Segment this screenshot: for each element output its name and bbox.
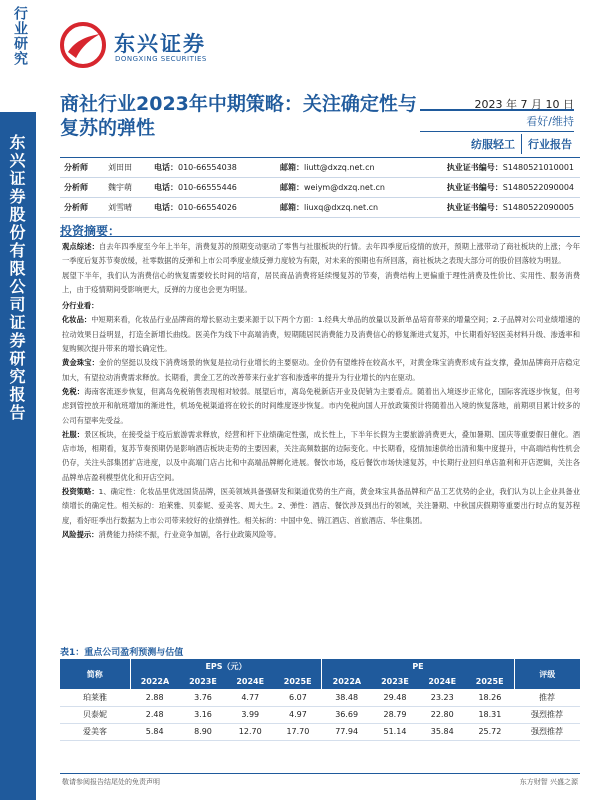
col-year: 2025E [274, 674, 322, 689]
summary-paragraph [62, 313, 580, 356]
phone-value: 010-66554026 [178, 203, 237, 212]
email-value[interactable]: weiym@dxzq.net.cn [304, 183, 385, 192]
phone-label: 电话： [154, 163, 178, 172]
company-name: 贝泰妮 [60, 706, 130, 723]
summary-paragraph [62, 269, 580, 298]
table-row [60, 706, 580, 723]
analyst-email [280, 182, 430, 193]
summary-heading: 投资摘要： [60, 224, 121, 238]
cert-value: S1480521010001 [502, 163, 574, 172]
analyst-row [60, 178, 580, 198]
phone-label: 电话： [154, 203, 178, 212]
para-key: 社服： [62, 429, 85, 439]
col-year: 2024E [419, 674, 466, 689]
cell: 2.48 [130, 706, 179, 723]
cert-label: 执业证书编号： [446, 203, 503, 212]
analyst-name: 魏宇萌 [108, 183, 132, 192]
company-name: 爱美客 [60, 723, 130, 740]
col-year: 2023E [371, 674, 418, 689]
summary-paragraph [62, 356, 580, 385]
email-value[interactable]: liutt@dxzq.net.cn [304, 163, 375, 172]
table-header-row [60, 659, 580, 674]
analyst-phone [154, 182, 280, 193]
para-key: 黄金珠宝： [62, 358, 100, 368]
cell: 25.72 [466, 723, 514, 740]
company-logo [60, 22, 230, 72]
email-label: 邮箱： [280, 183, 304, 192]
cert-value: S1480522090005 [502, 203, 574, 212]
footer-slogan: 东方财智 兴盛之源 [519, 778, 578, 786]
cell: 18.31 [466, 706, 514, 723]
phone-value: 010-66554038 [178, 163, 237, 172]
cell: 4.97 [274, 706, 322, 723]
analyst-phone [154, 202, 280, 213]
cell: 17.70 [274, 723, 322, 740]
analyst-table [60, 157, 580, 218]
tag-sector: 纺服轻工 [465, 134, 522, 154]
analyst-email [280, 162, 430, 173]
cell: 38.48 [322, 689, 371, 706]
cell: 6.07 [274, 689, 322, 706]
left-sidebar [0, 0, 36, 800]
summary-divider [60, 236, 580, 237]
tag-type: 行业报告 [528, 138, 572, 151]
cert-label: 执业证书编号： [446, 183, 503, 192]
page-title: 商社行业2023年中期策略：关注确定性与复苏的弹性 [60, 93, 417, 139]
para-text: 1、确定性：化妆品里优选国货品牌，医美领域具备强研发和渠道优势的生产商，黄金珠宝具备品牌和产品工艺优势的企业，我们认为以上企业具备业绩增长的确定性。相关标的：珀莱雅、贝泰妮、爱美客、周大生。2、弹性：酒店、餐饮涉及到出行的领域，关注暑期、中秋国庆假期等重要出行时点的复苏程度，看好旺季出行数据为上市公司带来较好的业绩弹性。相关标的：中国中免、锦江酒店、首旅酒店、华住集团。 [62, 487, 581, 525]
analyst-phone [154, 162, 280, 173]
col-pe: PE [322, 659, 514, 674]
summary-body [62, 240, 580, 542]
rating-cell: 强烈推荐 [514, 723, 580, 740]
cell: 18.26 [466, 689, 514, 706]
cell: 5.84 [130, 723, 179, 740]
cell: 51.14 [371, 723, 418, 740]
cert-label: 执业证书编号： [446, 163, 503, 172]
para-key: 免税： [62, 386, 85, 396]
analyst-role: 分析师 [64, 183, 88, 192]
para-key: 风险提示： [62, 529, 99, 539]
analyst-email [280, 202, 430, 213]
phone-label: 电话： [154, 183, 178, 192]
summary-paragraph [62, 385, 580, 428]
para-text: 自去年四季度至今年上半年，消费复苏的预期变动驱动了零售与社服板块的行情。去年四季度后疫情的放开，预期上涨带动了商社板块的上涨；今年一季度后复苏节奏放缓，社零数据的反弹和上市公司季度业绩反弹力度较为有限，对未来的预期也有所回落，商社板块之表现大部分可的股价回落较为明显。 [62, 242, 581, 266]
cell: 28.79 [371, 706, 418, 723]
cell: 77.94 [322, 723, 371, 740]
phone-value: 010-66555446 [178, 183, 237, 192]
cell: 22.80 [419, 706, 466, 723]
col-year: 2022A [322, 674, 371, 689]
analyst-cert [430, 202, 580, 213]
para-text: 景区板块，在接受益于疫后旅游需求释放，经营和杆下业绩确定性强，成长性上，下半年长假为主要旅游消费更大，叠加暑期、国庆等重要假日催化。酒店市场，相期看，复苏节奏预期仍是影响酒店板块走势的主要因素，关注高频数据的边际变化。中长期看，疫情加速供给出清和集中度提升，中高端结构性机会仍存，关注头部集团扩店进度，以及中高端门店占比和中高端品牌孵化进展。餐饮市场，疫后餐饮市场快速复苏，中长期行业回归单店盈利和开店逻辑，关注各品牌单店盈利模型优化和开店空间。 [62, 429, 581, 482]
para-text: 金价的坚挺以及线下消费场景的恢复是拉动行业增长的主要驱动。金价仍有望维持在较高水平，对黄金珠宝消费形成有益支撑，叠加品牌商开店稳定加大，有望拉动消费需求释放。长期看，黄金工艺的改善带来行业扩容和渗透率的提升为行业增长的内在驱动。 [62, 358, 581, 382]
logo-en-text: DONGXING SECURITIES [115, 55, 207, 63]
cell: 35.84 [419, 723, 466, 740]
email-label: 邮箱： [280, 203, 304, 212]
analyst-row [60, 158, 580, 178]
col-year: 2025E [466, 674, 514, 689]
analyst-cert [430, 182, 580, 193]
email-value[interactable]: liuxq@dxzq.net.cn [304, 203, 379, 212]
table-row [60, 689, 580, 706]
forecast-table [60, 659, 580, 741]
company-name: 珀莱雅 [60, 689, 130, 706]
report-tags [420, 134, 574, 154]
table-row [60, 723, 580, 740]
para-key: 投资策略： [62, 487, 99, 497]
analyst-name: 刘雪晴 [108, 203, 132, 212]
logo-mark-icon [60, 22, 106, 68]
logo-cn-text: 东兴证券 [114, 32, 206, 56]
para-key: 化妆品： [62, 315, 92, 325]
summary-paragraph [62, 528, 580, 542]
rating-cell: 推荐 [514, 689, 580, 706]
summary-paragraph [62, 485, 580, 528]
footer-divider [60, 773, 580, 774]
para-text: 中短期来看，化妆品行业品牌商的增长驱动主要来源于以下两个方面：1.经典大单品的放量以及新单品培育带来的增量空间；2.子品牌对公司业绩增速的拉动效果日益明显，打造全新增长曲线。医美作为线下中高端消费，短期随居民消费能力及消费信心的修复渐进式复苏，中长期看好轻医美材料升级、渗透率和复购频次提升带来的增长确定性。 [62, 315, 581, 354]
cell: 23.23 [419, 689, 466, 706]
report-date: 2023 年 7 月 10 日 [474, 98, 574, 111]
table-title: 表1：重点公司盈利预测与估值 [60, 648, 184, 658]
cell: 3.99 [227, 706, 274, 723]
email-label: 邮箱： [280, 163, 304, 172]
rating-box [420, 109, 574, 154]
cell: 4.77 [227, 689, 274, 706]
analyst-role: 分析师 [64, 203, 88, 212]
col-year: 2024E [227, 674, 274, 689]
para-text: 海南客流逐步恢复，但离岛免税销售表现相对较弱。展望后市，离岛免税新店开业及促销为主要看点。随着出入境逐步正常化，国际客流逐步恢复，但考虑到管控放开和航班增加的渐进性，机场免税渠道将在较长的时间维度逐步恢复。市内免税向国人开放政策预计将随着出入境的恢复落地，前期项目累计较多的公司有望率先受益。 [62, 386, 581, 425]
para-text: 展望下半年，我们认为消费信心的恢复需要较长时间的培育，居民商品消费将延续慢复苏的节奏，消费结构上更偏重于理性消费及性价比、实用性、服务消费上，由于疫情期间受影响更大，反弹的力度也会更为明显。 [62, 270, 580, 294]
para-key: 观点综述： [62, 242, 100, 251]
cell: 3.76 [179, 689, 226, 706]
rating-label: 看好/维持 [420, 111, 574, 132]
rating-cell: 强烈推荐 [514, 706, 580, 723]
analyst-row [60, 198, 580, 218]
sidebar-main-label: 东兴证券股份有限公司证券研究报告 [7, 134, 26, 422]
cell: 12.70 [227, 723, 274, 740]
summary-paragraph [62, 428, 580, 485]
sidebar-top [0, 0, 36, 84]
cell: 36.69 [322, 706, 371, 723]
sidebar-top-label: 行业研究 [12, 6, 28, 66]
cell: 8.90 [179, 723, 226, 740]
summary-paragraph [62, 240, 580, 269]
cell: 3.16 [179, 706, 226, 723]
col-eps: EPS（元） [130, 659, 322, 674]
sub-heading: 分行业看： [62, 301, 99, 311]
sidebar-main [0, 112, 36, 800]
analyst-name: 刘田田 [108, 163, 132, 172]
col-year: 2023E [179, 674, 226, 689]
cell: 2.88 [130, 689, 179, 706]
footer-disclaimer[interactable]: 敬请参阅报告结尾处的免责声明 [62, 778, 160, 786]
cert-value: S1480522090004 [502, 183, 574, 192]
col-year: 2022A [130, 674, 179, 689]
cell: 29.48 [371, 689, 418, 706]
para-text: 消费能力持续不振，行业竞争加剧，各行业政策风险等。 [98, 529, 281, 539]
col-company: 简称 [60, 659, 130, 689]
analyst-cert [430, 162, 580, 173]
col-rating: 评级 [514, 659, 580, 689]
analyst-role: 分析师 [64, 163, 88, 172]
table-year-row [60, 674, 580, 689]
